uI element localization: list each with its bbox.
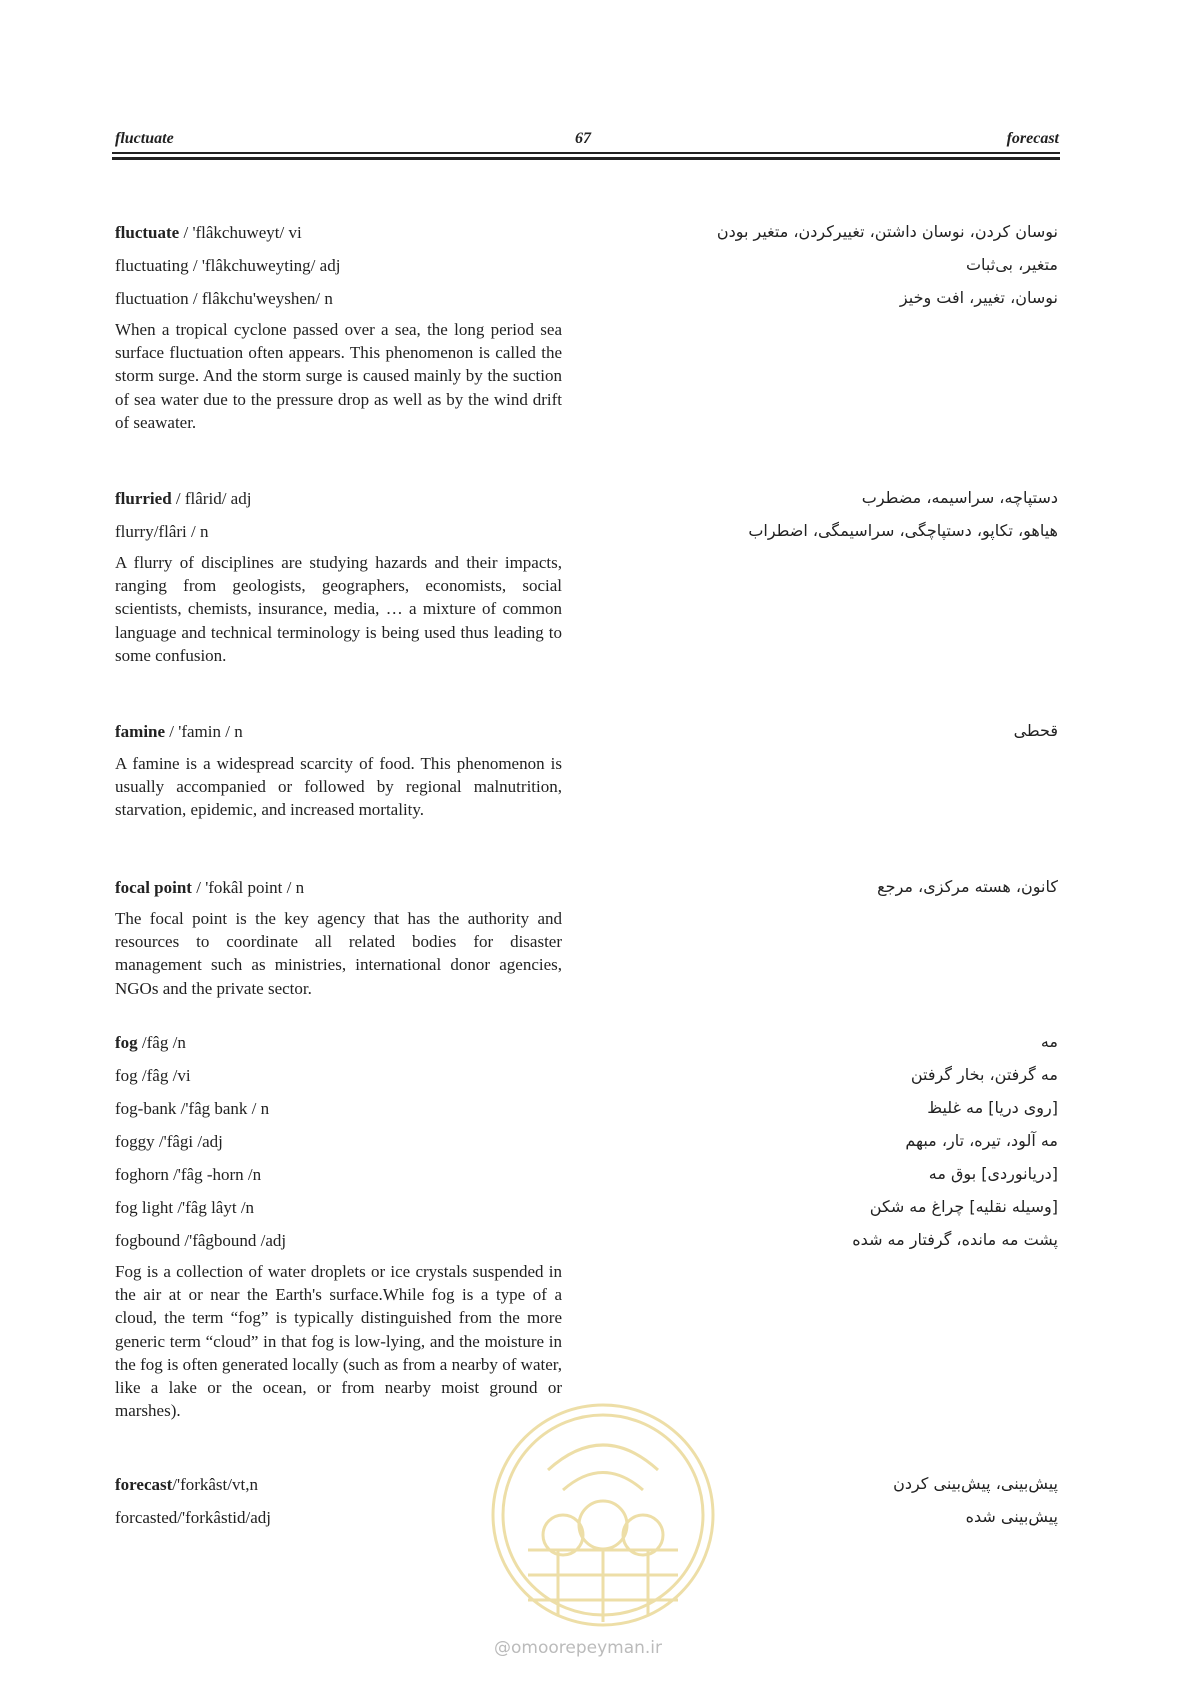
persian-gloss: پشت مه مانده، گرفتار مه شده bbox=[852, 1230, 1058, 1249]
persian-gloss: مه گرفتن، بخار گرفتن bbox=[910, 1065, 1058, 1084]
persian-gloss: دستپاچه، سراسیمه، مضطرب bbox=[861, 488, 1058, 507]
watermark-seal-icon bbox=[488, 1400, 718, 1630]
headword-line: fluctuate / 'flâkchuweyt/ vi bbox=[115, 223, 302, 242]
persian-gloss: نوسان، تغییر، افت وخیز bbox=[899, 288, 1058, 307]
derived-form-line: fog light /'fâg lâyt /n bbox=[115, 1198, 255, 1217]
page-number: 67 bbox=[575, 130, 591, 147]
definition-paragraph: The focal point is the key agency that has the authority and resources to coordinate all related bodies for disaster management such as ministries, international donor agencies, NGOs and the private sector. bbox=[115, 909, 562, 998]
definition-paragraph: When a tropical cyclone passed over a sea, the long period sea surface fluctuation often appears. This phenomenon is called the storm surge. And the storm surge is caused mainly by the suction of sea water due to the pressure drop as well as by the wind drift of seawater. bbox=[115, 320, 562, 432]
definition-paragraph: A flurry of disciplines are studying hazards and their impacts, ranging from geologists, geographers, economists, social scientists, chemists, insurance, media, … a mixture of common language and technical terminology is being used thus leading to some confusion. bbox=[115, 553, 562, 665]
persian-gloss: مه bbox=[1040, 1032, 1058, 1051]
persian-gloss: [وسیله نقلیه] چراغ مه شکن bbox=[869, 1197, 1058, 1216]
persian-gloss: هیاهو، تکاپو، دستپاچگی، سراسیمگی، اضطراب bbox=[748, 521, 1058, 540]
persian-gloss: متغیر، بی‌ثبات bbox=[965, 255, 1058, 274]
derived-form-line: forcasted/'forkâstid/adj bbox=[115, 1508, 272, 1527]
header-left-guide-word: fluctuate bbox=[115, 130, 174, 147]
running-header bbox=[115, 128, 1059, 148]
header-rule-thin bbox=[112, 152, 1060, 154]
derived-form-line: foggy /'fâgi /adj bbox=[115, 1132, 223, 1151]
definition-paragraph: A famine is a widespread scarcity of food. This phenomenon is usually accompanied or followed by regional malnutrition, starvation, epidemic, and increased mortality. bbox=[115, 754, 562, 820]
headword-line: forecast/'forkâst/vt,n bbox=[115, 1475, 258, 1494]
header-right-guide-word: forecast bbox=[1006, 130, 1059, 147]
headword-line: focal point / 'fokâl point / n bbox=[115, 878, 305, 897]
derived-form-line: foghorn /'fâg -horn /n bbox=[115, 1165, 262, 1184]
derived-form-line: fog-bank /'fâg bank / n bbox=[115, 1099, 270, 1118]
header-rule-thick bbox=[112, 157, 1060, 160]
persian-gloss: کانون، هسته مرکزی، مرجع bbox=[877, 877, 1058, 896]
definition-paragraph: Fog is a collection of water droplets or ice crystals suspended in the air at or near the Earth's surface.While fog is a type of a cloud, the term “fog” is typically distinguished from the more generic term “cloud” in that fog is low-lying, and the moisture in the fog is often generated locally (such as from a nearby of water, like a lake or the ocean, or from nearby moist ground or marshes). bbox=[115, 1262, 562, 1421]
persian-gloss: قحطی bbox=[1013, 721, 1058, 740]
headword-line: famine / 'famin / n bbox=[115, 722, 243, 741]
persian-gloss: [دریانوردی] بوق مه bbox=[928, 1164, 1058, 1183]
derived-form-line: fogbound /'fâgbound /adj bbox=[115, 1231, 287, 1250]
headword-line: fog /fâg /n bbox=[115, 1033, 186, 1052]
persian-gloss: مه آلود، تیره، تار، مبهم bbox=[905, 1131, 1058, 1150]
persian-gloss: پیش‌بینی شده bbox=[965, 1507, 1058, 1526]
persian-gloss: [روی دریا] مه غلیظ bbox=[927, 1098, 1058, 1117]
derived-form-line: fog /fâg /vi bbox=[115, 1066, 191, 1085]
headword-line: flurried / flârid/ adj bbox=[115, 489, 252, 508]
persian-gloss: نوسان کردن، نوسان داشتن، تغییرکردن، متغیر بودن bbox=[716, 222, 1058, 241]
watermark-site-text: @omoorepeyman.ir bbox=[494, 1638, 663, 1658]
persian-gloss: پیش‌بینی، پیش‌بینی کردن bbox=[893, 1474, 1058, 1493]
derived-form-line: fluctuation / flâkchu'weyshen/ n bbox=[115, 289, 333, 308]
derived-form-line: fluctuating / 'flâkchuweyting/ adj bbox=[115, 256, 341, 275]
derived-form-line: flurry/flâri / n bbox=[115, 522, 209, 541]
